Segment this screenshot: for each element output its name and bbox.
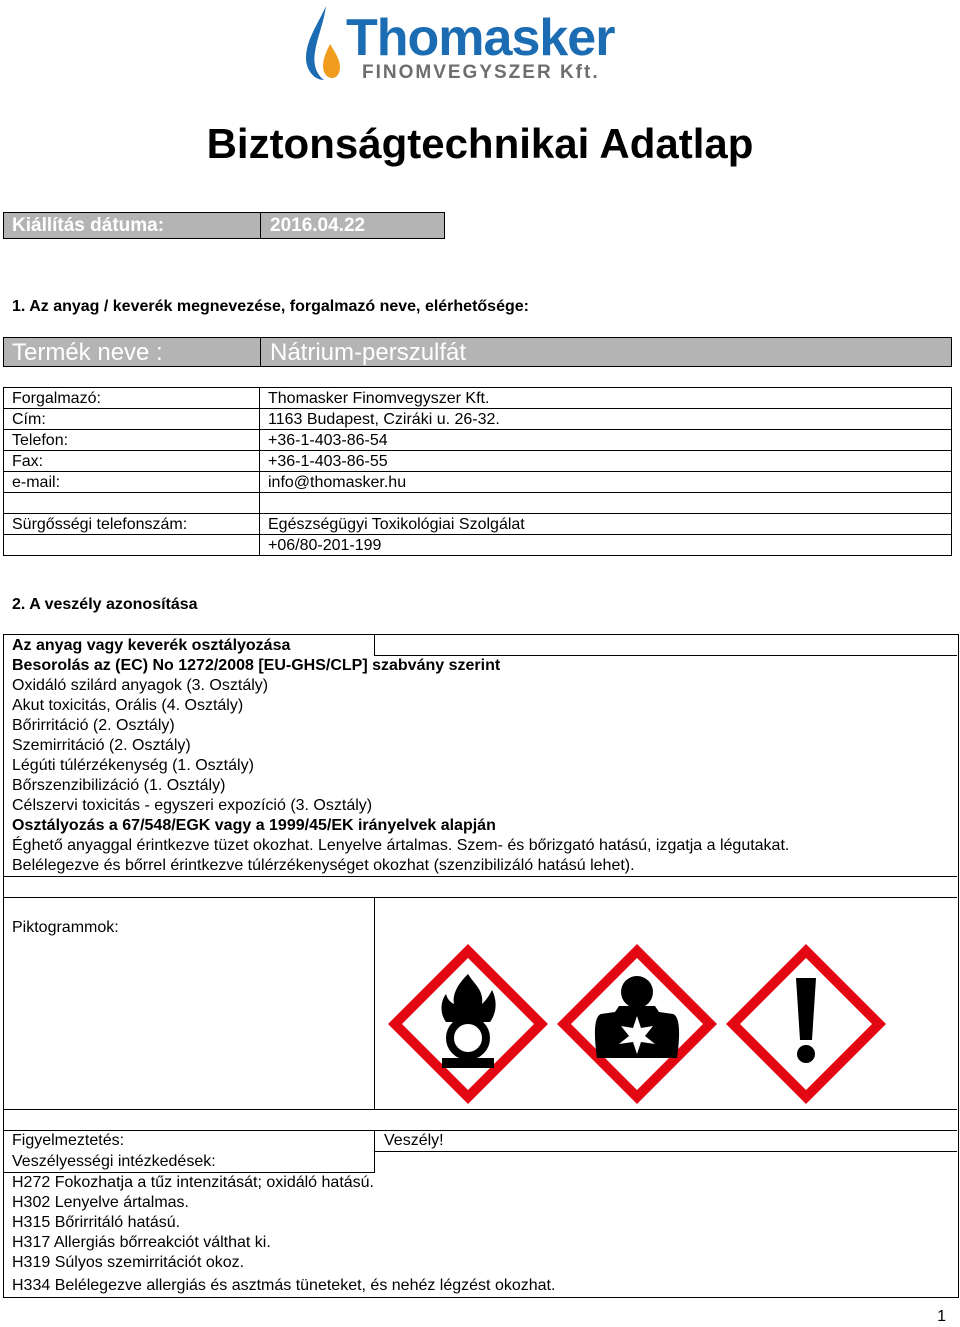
table-row [4,472,952,493]
row-label: e-mail: [4,472,260,493]
clp-item: Célszervi toxicitás - egyszeri expozíció (3. Osztály) [12,797,373,814]
flame-over-circle-icon [384,940,552,1108]
clp-item: Akut toxicitás, Orális (4. Osztály) [12,697,244,714]
product-name-label: Termék neve : [12,339,163,366]
supplier-table [3,387,952,556]
logo-name: Thomasker [346,9,615,67]
signal-value: Veszély! [384,1132,444,1149]
hazard-statement: H317 Allergiás bőrreakciót válthat ki. [12,1234,271,1251]
product-name-box [3,337,952,367]
hazard-statement: H319 Súlyos szemirritációt okoz. [12,1254,245,1271]
row-label: Fax: [4,451,260,472]
hazard-statement: H302 Lenyelve ártalmas. [12,1194,189,1211]
issue-date-label: Kiállítás dátuma: [12,215,165,236]
hazard-statement: H272 Fokozhatja a tűz intenzitását; oxidáló hatású. [12,1174,374,1191]
emergency-label: Sürgősségi telefonszám: [4,514,260,535]
row-label: Cím: [4,409,260,430]
emergency-phone: +06/80-201-199 [260,535,952,556]
row-value: +36-1-403-86-54 [260,430,952,451]
section-2-heading: 2. A veszély azonosítása [12,596,198,613]
clp-item: Légúti túlérzékenység (1. Osztály) [12,757,254,774]
table-row [4,409,952,430]
row-value: Thomasker Finomvegyszer Kft. [260,388,952,409]
hazard-statement: H334 Belélegezve allergiás és asztmás tüneteket, és nehéz légzést okozhat. [12,1277,556,1294]
row-value: 1163 Budapest, Cziráki u. 26-32. [260,409,952,430]
clp-heading: Besorolás az (EC) No 1272/2008 [EU-GHS/CLP] szabvány szerint [12,657,501,674]
emergency-service: Egészségügyi Toxikológiai Szolgálat [260,514,952,535]
hazard-label: Veszélyességi intézkedések: [12,1153,216,1170]
table-row [4,388,952,409]
table-row [4,451,952,472]
drop-logo-icon [296,4,344,84]
issue-date-box [3,212,445,239]
email-value[interactable]: info@thomasker.hu [260,472,952,493]
clp-item: Bőrszenzibilizáció (1. Osztály) [12,777,226,794]
eu-heading: Osztályozás a 67/548/EGK vagy a 1999/45/EK irányelvek alapján [12,817,496,834]
table-row-empty [4,493,952,514]
row-label: Telefon: [4,430,260,451]
issue-date-value: 2016.04.22 [270,215,366,236]
section-1-heading: 1. Az anyag / keverék megnevezése, forgalmazó neve, elérhetősége: [12,298,529,315]
company-logo [296,4,666,84]
hazard-statement: H315 Bőrirritáló hatású. [12,1214,181,1231]
table-row [4,514,952,535]
clp-item: Oxidáló szilárd anyagok (3. Osztály) [12,677,269,694]
product-name-value: Nátrium-perszulfát [270,339,467,366]
eu-line: Éghető anyaggal érintkezve tüzet okozhat. Lenyelve ártalmas. Szem- és bőrizgató hatású, izgatja a légutakat. [12,837,790,854]
table-row [4,430,952,451]
signal-label: Figyelmeztetés: [12,1132,125,1149]
eu-line: Belélegezve és bőrrel érintkezve túlérzékenységet okozhat (szenzibilizáló hatású lehet). [12,857,635,874]
pictograms-label: Piktogrammok: [12,919,119,936]
exclamation-mark-icon [722,940,890,1108]
clp-item: Bőrirritáció (2. Osztály) [12,717,175,734]
document-title: Biztonságtechnikai Adatlap [206,120,754,167]
clp-item: Szemirritáció (2. Osztály) [12,737,191,754]
row-label: Forgalmazó: [4,388,260,409]
table-row [4,535,952,556]
classification-heading: Az anyag vagy keverék osztályozása [12,637,291,654]
logo-subtitle: FINOMVEGYSZER Kft. [362,62,600,83]
page-number: 1 [937,1308,946,1325]
row-value: +36-1-403-86-55 [260,451,952,472]
health-hazard-icon [553,940,721,1108]
